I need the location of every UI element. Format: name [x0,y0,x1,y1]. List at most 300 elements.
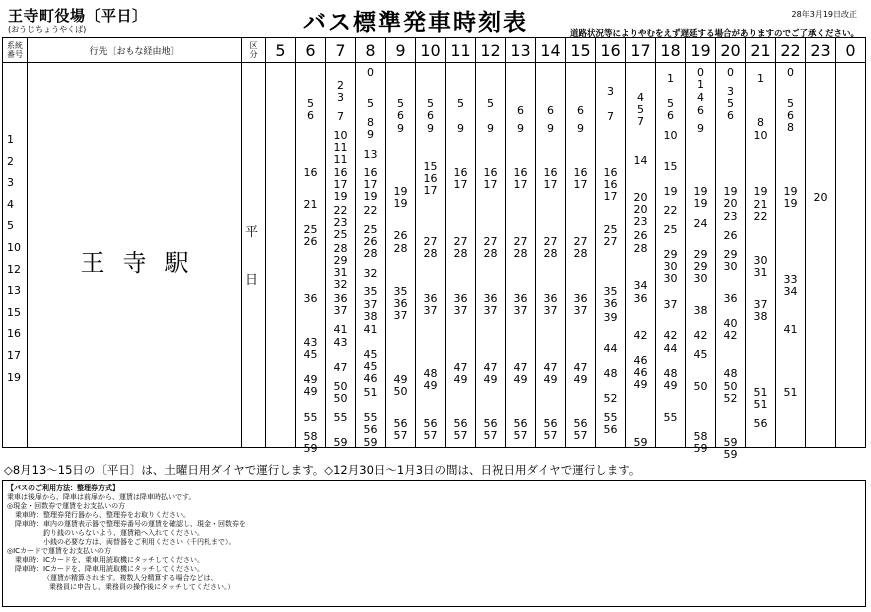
departure-minute: 55 [303,410,318,424]
departure-minute: 49 [573,373,588,387]
departure-minute: 56 [393,417,408,431]
departure-minute: 48 [723,367,738,381]
system-number: 17 [7,348,21,362]
departure-minute: 17 [453,178,468,192]
departure-minute: 6 [307,109,314,123]
departure-minute: 26 [363,234,378,248]
usage-line: 降車時：ICカードを、降車用読取機にタッチしてください。 [15,565,204,573]
departure-minute: 6 [517,103,524,117]
departure-minute: 47 [333,360,348,374]
departure-minute: 37 [663,298,678,312]
minutes-cell [356,63,386,448]
departure-minute: 57 [513,429,528,443]
departure-minute: 17 [603,190,618,204]
departure-minute: 16 [543,166,558,180]
departure-minute: 30 [693,271,708,285]
departure-minute: 15 [423,160,438,174]
departure-minute: 38 [363,310,378,324]
departure-minute: 4 [637,91,644,105]
minutes-cell [266,63,296,448]
departure-minute: 27 [573,235,588,249]
departure-minute: 46 [363,372,378,386]
departure-minute: 42 [693,329,708,343]
departure-minute: 20 [813,191,828,205]
departure-minute: 28 [363,246,378,260]
departure-minute: 35 [393,285,408,299]
departure-minute: 37 [423,303,438,317]
departure-minute: 22 [753,209,768,223]
holiday-note: ◇8月13～15日の〔平日〕は、土曜日用ダイヤで運行します。◇12月30日～1月3日の間は、日祝日用ダイヤで運行します。 [4,463,641,477]
system-number: 15 [7,305,21,319]
minutes-cell [806,63,836,448]
departure-minute: 9 [367,128,374,142]
departure-minute: 37 [573,303,588,317]
departure-minute: 3 [727,84,734,98]
departure-minute: 37 [363,298,378,312]
departure-minute: 49 [453,373,468,387]
departure-minute: 5 [307,97,314,111]
system-number: 5 [7,219,14,233]
departure-minute: 58 [303,429,318,443]
departure-minute: 56 [753,417,768,431]
usage-line: 【バスのご利用方法：整理券方式】 [7,484,119,492]
destination-cell [28,63,242,448]
departure-minute: 1 [667,72,674,86]
usage-line: ◎ICカードで運賃をお支払いの方 [7,547,112,555]
departure-minute: 56 [483,417,498,431]
departure-minute: 56 [513,417,528,431]
departure-minute: 19 [723,185,738,199]
departure-minute: 59 [723,448,738,461]
departure-minute: 25 [333,227,348,241]
departure-minute: 19 [693,185,708,199]
departure-minute: 17 [333,178,348,192]
departure-minute: 8 [367,116,374,130]
departure-minute: 10 [333,128,348,142]
departure-minute: 16 [363,166,378,180]
delay-notice: 道路状況等によりやむをえず遅延する場合がありますのでご了承ください。 [569,29,859,39]
departure-minute: 57 [543,429,558,443]
departure-minute: 5 [637,103,644,117]
departure-minute: 49 [513,373,528,387]
departure-minute: 15 [663,160,678,174]
system-number: 19 [7,370,21,384]
departure-minute: 22 [363,203,378,217]
departure-minute: 7 [637,115,644,129]
minutes-cell [416,63,446,448]
departure-minute: 28 [423,247,438,261]
departure-minute: 44 [603,341,618,355]
departure-minute: 59 [363,436,378,449]
departure-minute: 29 [333,253,348,267]
destination-header: 行先〔おもな経由地〕 [28,38,242,63]
departure-minute: 47 [453,360,468,374]
departure-minute: 49 [303,385,318,399]
departure-minute: 47 [573,360,588,374]
departure-minute: 55 [333,410,348,424]
departure-minute: 5 [367,97,374,111]
departure-minute: 5 [397,97,404,111]
hour-header: 16 [596,38,626,63]
departure-minute: 20 [633,203,648,217]
system-number: 16 [7,327,21,341]
departure-minute: 5 [727,97,734,111]
minutes-cell [566,63,596,448]
departure-minute: 50 [393,385,408,399]
departure-minute: 41 [783,323,798,337]
departure-minute: 35 [363,285,378,299]
departure-minute: 30 [753,254,768,268]
departure-minute: 28 [543,247,558,261]
departure-minute: 17 [423,184,438,198]
departure-minute: 46 [633,366,648,380]
departure-minute: 28 [483,247,498,261]
departure-minute: 17 [483,178,498,192]
departure-minute: 32 [363,266,378,280]
departure-minute: 37 [393,309,408,323]
departure-minute: 5 [457,97,464,111]
system-number: 12 [7,262,21,276]
hour-header: 9 [386,38,416,63]
departure-minute: 36 [483,291,498,305]
departure-minute: 47 [513,360,528,374]
minutes-cell [746,63,776,448]
departure-minute: 59 [633,436,648,449]
hour-header: 11 [446,38,476,63]
departure-minute: 6 [667,109,674,123]
departure-minute: 11 [333,152,348,166]
departure-minute: 59 [723,436,738,449]
departure-minute: 49 [423,379,438,393]
departure-minute: 0 [787,66,794,79]
departure-minute: 22 [663,203,678,217]
departure-minute: 59 [693,441,708,455]
departure-minute: 16 [423,172,438,186]
departure-minute: 19 [783,197,798,211]
departure-minute: 48 [603,367,618,381]
departure-minute: 52 [603,392,618,406]
departure-minute: 38 [753,310,768,324]
usage-line: 乗車時：整理券発行器から、整理券をお取りください。 [15,511,190,519]
departure-minute: 6 [427,109,434,123]
departure-minute: 32 [333,277,348,291]
system-number: 4 [7,197,14,211]
minutes-cell [836,63,866,448]
departure-minute: 47 [543,360,558,374]
departure-minute: 30 [723,259,738,273]
usage-instructions [2,480,866,607]
departure-minute: 56 [453,417,468,431]
hour-header: 10 [416,38,446,63]
departure-minute: 9 [427,122,434,136]
departure-minute: 17 [363,178,378,192]
departure-minute: 19 [363,190,378,204]
departure-minute: 19 [783,185,798,199]
system-number-header: 系統 番号 [3,38,28,63]
departure-minute: 9 [517,122,524,136]
departure-minute: 27 [453,235,468,249]
departure-minute: 36 [543,291,558,305]
departure-minute: 9 [577,122,584,136]
departure-minute: 31 [333,265,348,279]
usage-line: ◎現金・回数券で運賃をお支払いの方 [7,502,126,510]
minutes-cell [506,63,536,448]
departure-minute: 48 [663,367,678,381]
system-number: 13 [7,284,21,298]
departure-minute: 50 [333,379,348,393]
departure-minute: 1 [757,72,764,86]
departure-minute: 27 [603,235,618,249]
departure-minute: 49 [483,373,498,387]
departure-minute: 45 [363,348,378,362]
departure-minute: 39 [603,310,618,324]
departure-minute: 6 [577,103,584,117]
departure-minute: 56 [603,422,618,436]
departure-minute: 55 [603,410,618,424]
departure-minute: 49 [393,373,408,387]
departure-minute: 16 [333,166,348,180]
hour-header: 21 [746,38,776,63]
departure-minute: 10 [663,128,678,142]
hour-header: 19 [686,38,716,63]
stop-reading: (おうじちょうやくば) [8,25,87,34]
departure-minute: 23 [633,215,648,229]
minutes-cell [776,63,806,448]
departure-minute: 57 [453,429,468,443]
departure-minute: 5 [427,97,434,111]
departure-minute: 45 [693,348,708,362]
departure-minute: 49 [303,373,318,387]
departure-minute: 44 [663,341,678,355]
departure-minute: 37 [543,303,558,317]
minutes-cell [386,63,416,448]
departure-minute: 26 [303,234,318,248]
departure-minute: 56 [423,417,438,431]
departure-minute: 57 [573,429,588,443]
departure-minute: 9 [697,122,704,136]
hour-header: 23 [806,38,836,63]
hour-header: 18 [656,38,686,63]
hour-header: 14 [536,38,566,63]
timetable-grid [2,37,866,461]
hour-header: 12 [476,38,506,63]
hour-header: 8 [356,38,386,63]
minutes-cell [596,63,626,448]
departure-minute: 45 [363,360,378,374]
hour-header: 20 [716,38,746,63]
hour-header: 22 [776,38,806,63]
departure-minute: 35 [603,285,618,299]
minutes-cell [476,63,506,448]
departure-minute: 36 [573,291,588,305]
departure-minute: 0 [727,66,734,79]
departure-minute: 21 [303,197,318,211]
departure-minute: 28 [333,241,348,255]
departure-minute: 6 [787,109,794,123]
departure-minute: 37 [483,303,498,317]
hour-header: 5 [266,38,296,63]
minutes-cell [716,63,746,461]
departure-minute: 25 [663,222,678,236]
departure-minute: 16 [573,166,588,180]
departure-minute: 57 [423,429,438,443]
departure-minute: 8 [757,116,764,130]
revision-date: 28年3月19日改正 [791,10,857,19]
departure-minute: 28 [453,247,468,261]
departure-minute: 37 [513,303,528,317]
system-number: 1 [7,133,14,146]
departure-minute: 19 [693,197,708,211]
departure-minute: 36 [633,291,648,305]
departure-minute: 29 [693,259,708,273]
departure-minute: 16 [483,166,498,180]
departure-minute: 37 [753,298,768,312]
departure-minute: 28 [513,247,528,261]
departure-minute: 28 [393,241,408,255]
system-number-cell [3,63,28,448]
departure-minute: 36 [453,291,468,305]
hour-header: 7 [326,38,356,63]
hour-header: 6 [296,38,326,63]
departure-minute: 43 [333,335,348,349]
departure-minute: 29 [693,247,708,261]
departure-minute: 20 [633,191,648,205]
departure-minute: 26 [393,229,408,243]
departure-minute: 25 [603,222,618,236]
departure-minute: 28 [573,247,588,261]
departure-minute: 3 [337,90,344,104]
departure-minute: 6 [547,103,554,117]
departure-minute: 49 [663,379,678,393]
hour-header: 13 [506,38,536,63]
departure-minute: 6 [397,109,404,123]
departure-minute: 33 [783,272,798,286]
page-title: バス標準発車時刻表 [303,10,528,36]
departure-minute: 27 [513,235,528,249]
departure-minute: 16 [603,178,618,192]
system-number: 3 [7,176,14,190]
departure-minute: 34 [633,279,648,293]
departure-minute: 47 [483,360,498,374]
departure-minute: 9 [547,122,554,136]
usage-line: 降車時：車内の運賃表示器で整理券番号の運賃を確認し、現金・回数券を [15,520,246,528]
minutes-cell [626,63,656,448]
departure-minute: 31 [753,266,768,280]
kubun-header: 区 分 [242,38,266,63]
departure-minute: 4 [697,91,704,105]
departure-minute: 3 [607,84,614,98]
system-number: 2 [7,154,14,168]
departure-minute: 16 [603,166,618,180]
departure-minute: 29 [723,247,738,261]
departure-minute: 22 [333,203,348,217]
departure-minute: 19 [753,185,768,199]
departure-minute: 58 [693,429,708,443]
departure-minute: 16 [453,166,468,180]
departure-minute: 0 [367,66,374,79]
departure-minute: 50 [723,379,738,393]
departure-minute: 9 [487,122,494,136]
departure-minute: 6 [727,109,734,123]
departure-minute: 43 [303,335,318,349]
departure-minute: 20 [723,197,738,211]
departure-minute: 19 [663,185,678,199]
departure-minute: 36 [723,291,738,305]
departure-minute: 41 [363,323,378,337]
departure-minute: 34 [783,284,798,298]
departure-minute: 2 [337,78,344,92]
departure-minute: 55 [363,410,378,424]
departure-minute: 23 [333,215,348,229]
departure-minute: 42 [633,329,648,343]
departure-minute: 27 [483,235,498,249]
departure-minute: 30 [663,259,678,273]
departure-minute: 17 [513,178,528,192]
departure-minute: 38 [693,304,708,318]
departure-minute: 1 [697,78,704,91]
usage-line: 小銭の必要な方は、両替器をご利用ください（千円札まで）。 [43,538,236,546]
departure-minute: 56 [363,422,378,436]
departure-minute: 10 [753,128,768,142]
minutes-cell [326,63,356,448]
departure-minute: 5 [787,97,794,111]
departure-minute: 59 [333,436,348,449]
departure-minute: 24 [693,216,708,230]
departure-minute: 30 [663,271,678,285]
departure-minute: 37 [453,303,468,317]
departure-minute: 25 [363,222,378,236]
departure-minute: 42 [663,329,678,343]
departure-minute: 55 [663,410,678,424]
kubun-weekday-1: 平 [245,225,259,240]
departure-minute: 50 [693,379,708,393]
usage-line: 乗務員に申告し、乗務員の操作後にタッチしてください。） [49,583,235,591]
departure-minute: 57 [483,429,498,443]
usage-line: 乗車は後扉から、降車は前扉から、運賃は降車時払いです。 [7,493,196,501]
usage-line: （運賃が精算されます。複数人分精算する場合などは、 [43,574,218,582]
departure-minute: 14 [633,153,648,167]
departure-minute: 21 [753,197,768,211]
departure-minute: 56 [543,417,558,431]
departure-minute: 29 [663,247,678,261]
departure-minute: 0 [697,66,704,79]
departure-minute: 28 [633,241,648,255]
departure-minute: 41 [333,323,348,337]
minutes-cell [656,63,686,448]
departure-minute: 48 [423,367,438,381]
departure-minute: 36 [603,297,618,311]
departure-minute: 59 [303,441,318,455]
departure-minute: 36 [333,291,348,305]
destination-name: 王寺駅 [80,249,207,277]
minutes-cell [296,63,326,455]
minutes-cell [686,63,716,455]
departure-minute: 57 [393,429,408,443]
minutes-cell [446,63,476,448]
departure-minute: 42 [723,329,738,343]
hour-header: 17 [626,38,656,63]
departure-minute: 36 [423,291,438,305]
departure-minute: 51 [753,385,768,399]
departure-minute: 50 [333,391,348,405]
departure-minute: 9 [397,122,404,136]
hour-header: 0 [836,38,866,63]
departure-minute: 19 [393,197,408,211]
departure-minute: 16 [303,166,318,180]
departure-minute: 8 [787,121,794,135]
departure-minute: 27 [543,235,558,249]
departure-minute: 52 [723,392,738,406]
